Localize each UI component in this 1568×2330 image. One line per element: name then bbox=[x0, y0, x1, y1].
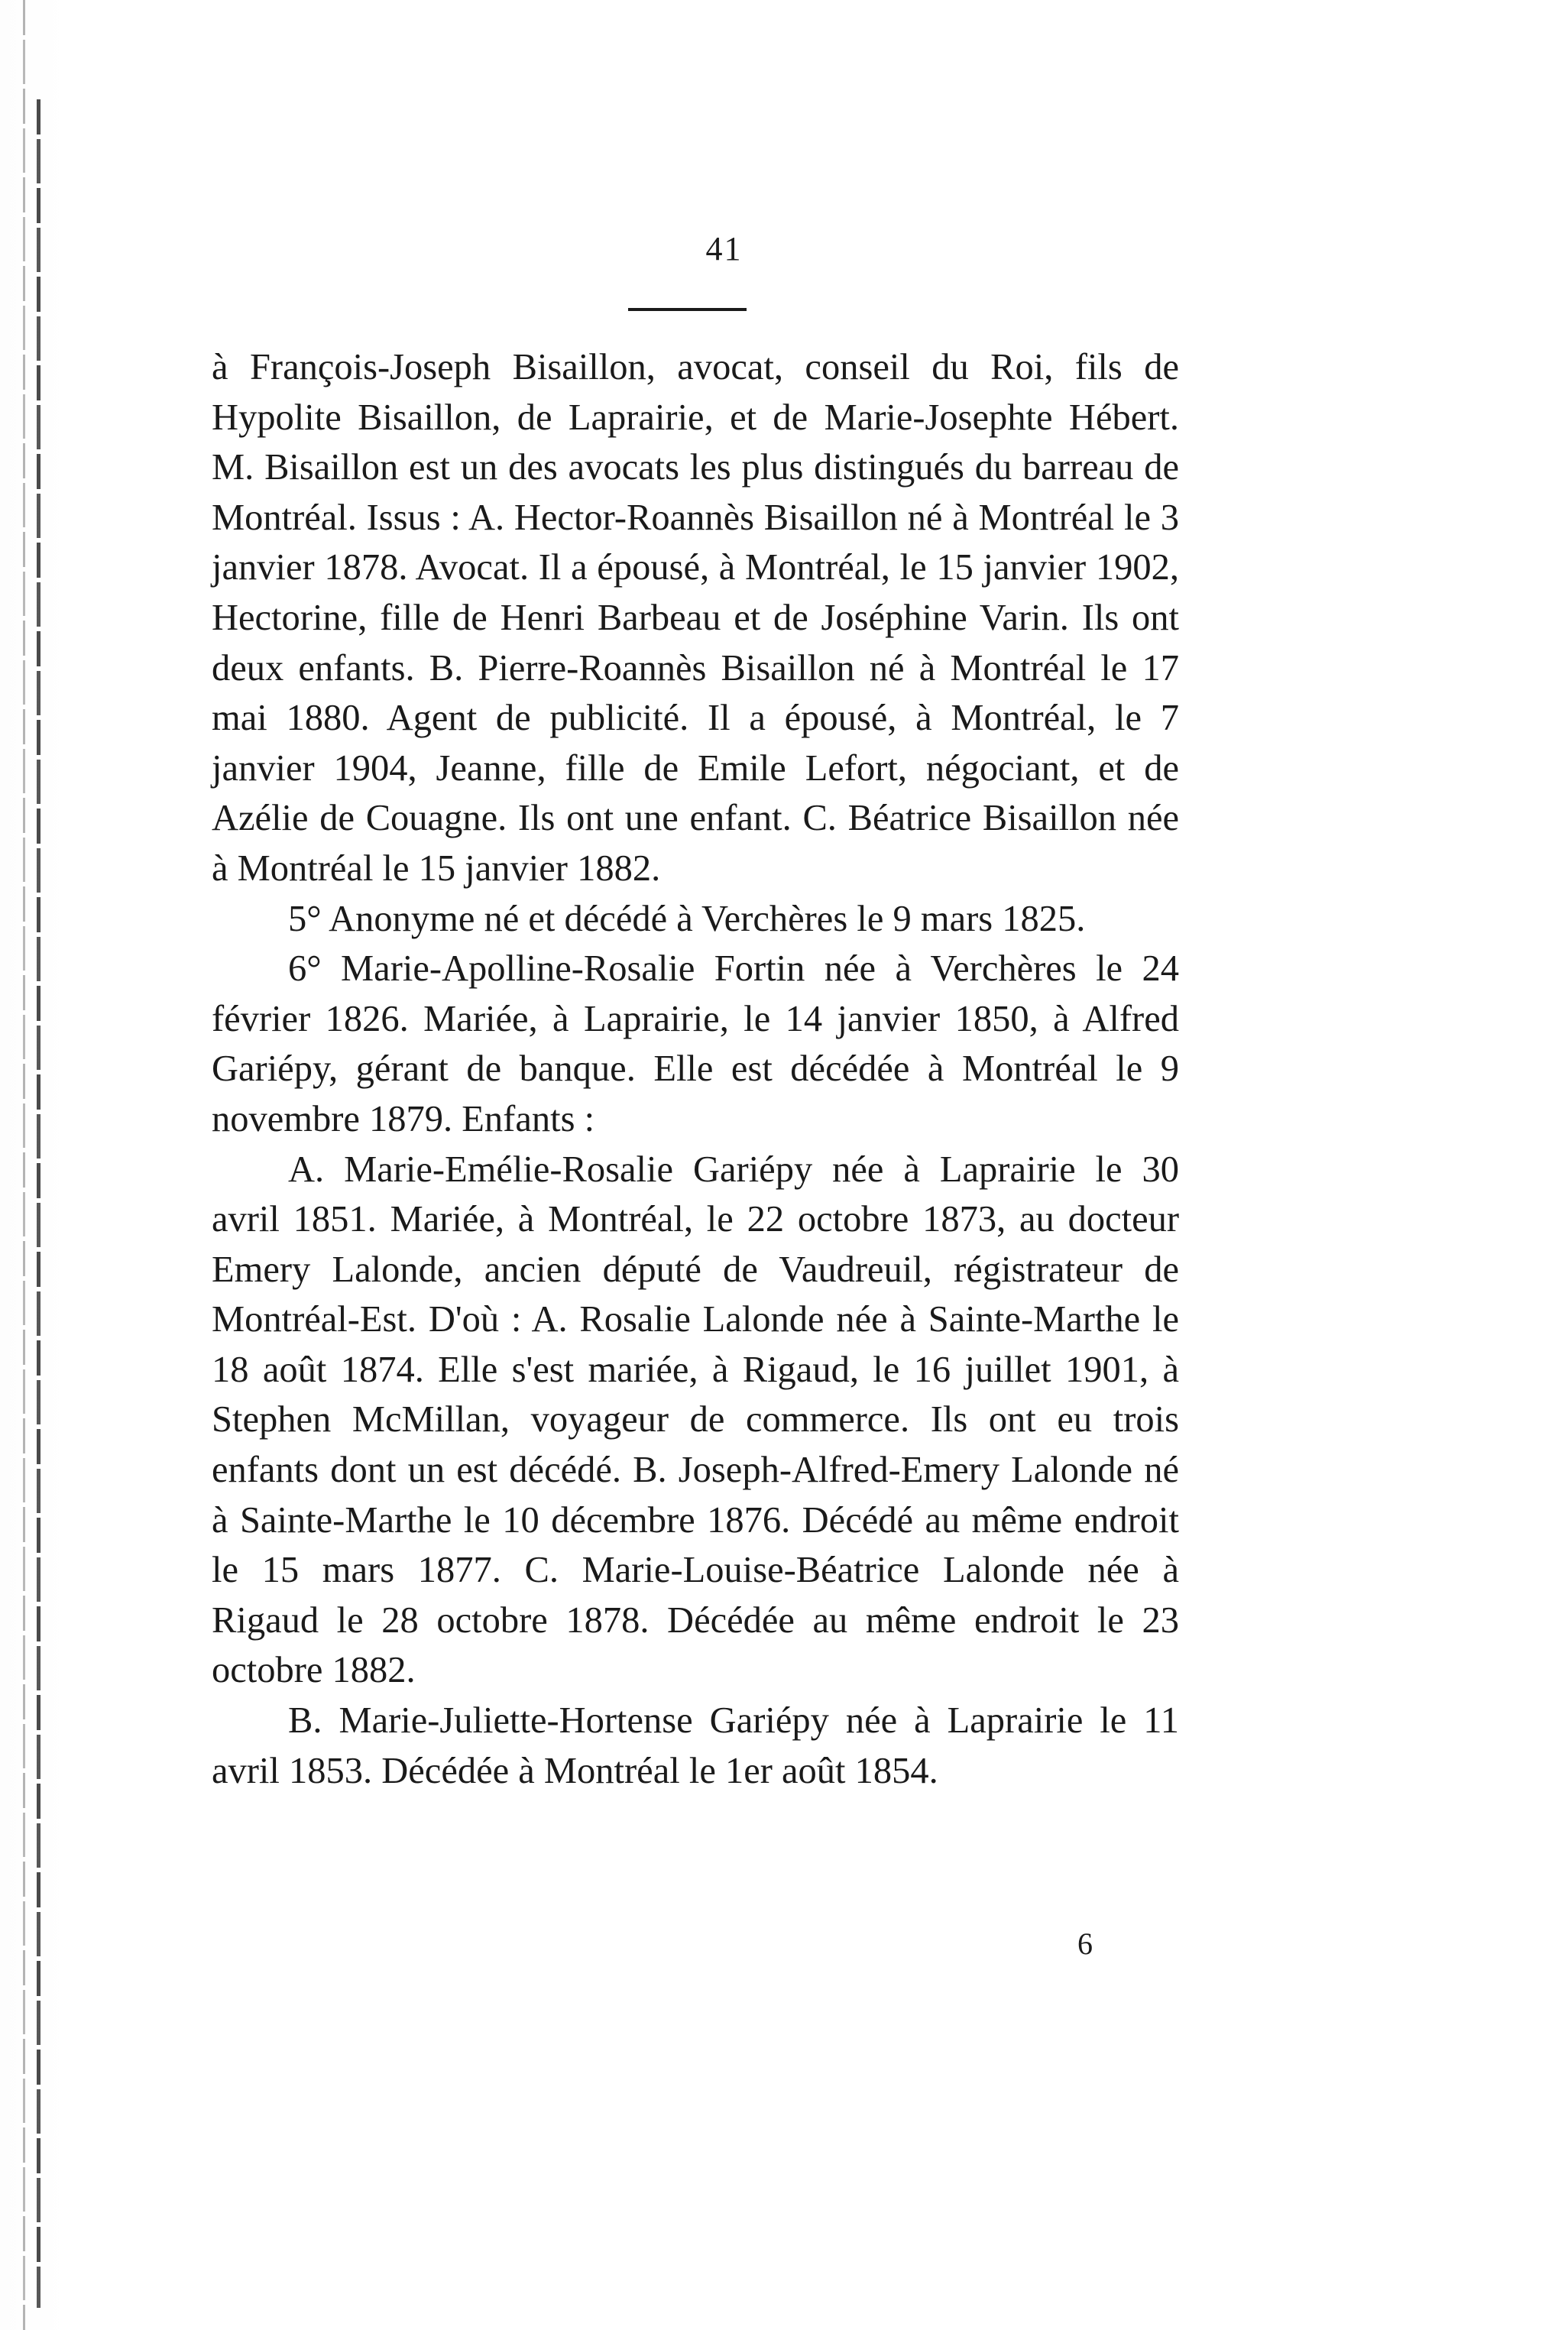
body-text bbox=[212, 342, 1179, 1796]
header-rule bbox=[628, 308, 747, 311]
paragraph-bisaillon-family: à François-Joseph Bisaillon, avocat, conseil du Roi, fils de Hypolite Bisaillon, de Laprairie, et de Marie-Josephte Hébert. M. Bisaillon est un des avocats les plus distingués du barreau de Montréal. Issus : A. Hector-Roannès Bisaillon né à Montréal le 3 janvier 1878. Avocat. Il a épousé, à Montréal, le 15 janvier 1902, Hectorine, fille de Henri Barbeau et de Joséphine Varin. Ils ont deux enfants. B. Pierre-Roannès Bisaillon né à Montréal le 17 mai 1880. Agent de publicité. Il a épousé, à Montréal, le 7 janvier 1904, Jeanne, fille de Emile Lefort, négociant, et de Azélie de Couagne. Ils ont une enfant. C. Béatrice Bisaillon née à Montréal le 15 janvier 1882. bbox=[212, 347, 1179, 889]
signature-mark: 6 bbox=[1077, 1927, 1093, 1961]
page-number: 41 bbox=[705, 230, 743, 267]
page-binding-edge bbox=[0, 0, 69, 2330]
paragraph-marie-apolline-rosalie: 6° Marie-Apolline-Rosalie Fortin née à Verchères le 24 février 1826. Mariée, à Laprairie, le 14 janvier 1850, à Alfred Gariépy, gérant de banque. Elle est décédée à Montréal le 9 novembre 1879. Enfants : bbox=[212, 948, 1179, 1139]
paragraph-marie-juliette-hortense: B. Marie-Juliette-Hortense Gariépy née à Laprairie le 11 avril 1853. Décédée à Montréal le 1er août 1854. bbox=[212, 1700, 1179, 1791]
binding-stitch-line bbox=[37, 99, 40, 2308]
binding-shadow-line bbox=[23, 0, 25, 2330]
paragraph-marie-emelie-rosalie: A. Marie-Emélie-Rosalie Gariépy née à Laprairie le 30 avril 1851. Mariée, à Montréal, le 22 octobre 1873, au docteur Emery Lalonde, ancien député de Vaudreuil, régistrateur de Montréal-Est. D'où : A. Rosalie Lalonde née à Sainte-Marthe le 18 août 1874. Elle s'est mariée, à Rigaud, le 16 juillet 1901, à Stephen McMillan, voyageur de commerce. Ils ont eu trois enfants dont un est décédé. B. Joseph-Alfred-Emery Lalonde né à Sainte-Marthe le 10 décembre 1876. Décédé au même endroit le 15 mars 1877. C. Marie-Louise-Béatrice Lalonde née à Rigaud le 28 octobre 1878. Décédée au même endroit le 23 octobre 1882. bbox=[212, 1149, 1179, 1691]
paragraph-anonyme: 5° Anonyme né et décédé à Verchères le 9 mars 1825. bbox=[288, 898, 1086, 939]
